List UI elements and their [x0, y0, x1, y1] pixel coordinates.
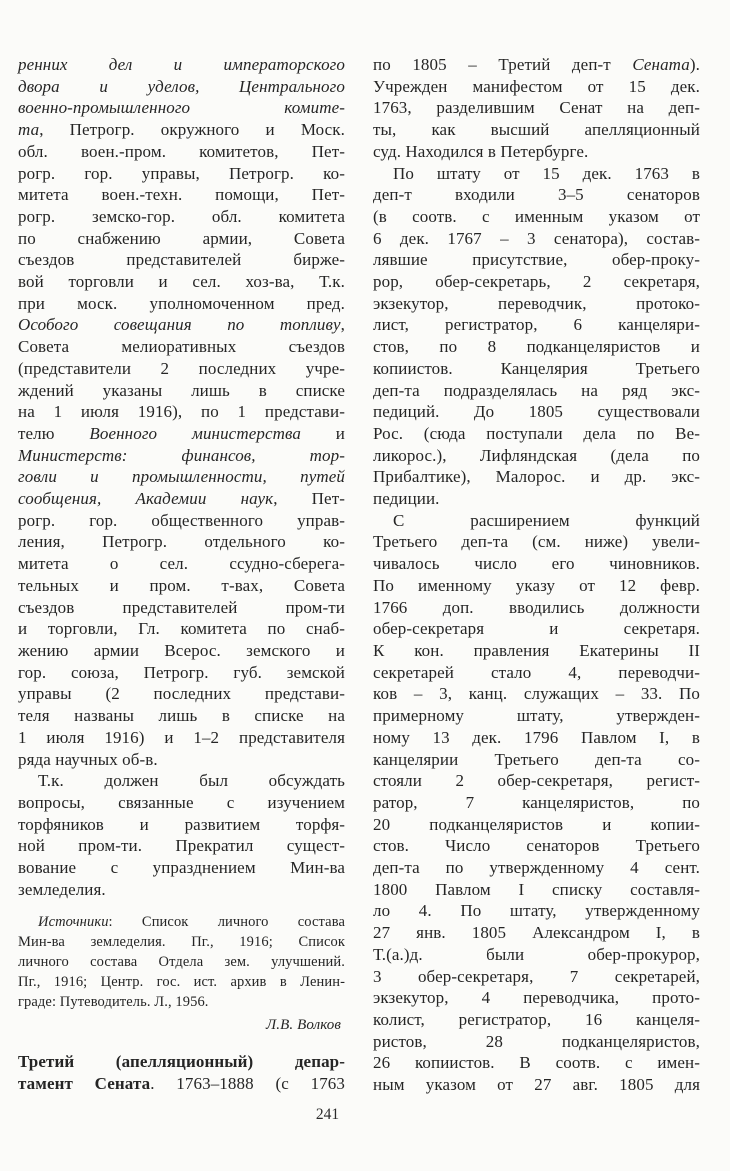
text-line — [18, 575, 345, 597]
text-segment: педиций. До 1805 существовали — [373, 402, 700, 422]
text-segment: по 1805 – Третий деп-т — [373, 55, 633, 74]
text-line — [373, 380, 700, 402]
text-segment: ты, как высший апелляционный — [373, 120, 700, 140]
text-segment: рогр. гор. общественного управ- — [18, 510, 345, 530]
text-line — [18, 488, 345, 510]
text-segment: рор, обер-секретарь, 2 секретаря, — [373, 272, 700, 292]
text-segment: ратор, 7 канцеляристов, по — [373, 792, 700, 812]
paragraph — [18, 54, 345, 770]
text-line — [373, 987, 700, 1009]
text-line — [373, 770, 700, 792]
text-segment: ной пром-ти. Прекратил сущест- — [18, 836, 345, 856]
text-segment: и — [300, 423, 345, 443]
text-segment: сообщения, Академии наук — [18, 489, 274, 509]
text-line — [373, 640, 700, 662]
text-line — [373, 510, 700, 532]
text-line — [373, 814, 700, 836]
text-segment: съездов представителей бирже- — [18, 250, 345, 270]
text-segment: 3 обер-секретаря, 7 секретарей, — [373, 966, 700, 986]
text-segment: копиистов. Канцелярия Третьего — [373, 358, 700, 378]
text-line — [18, 423, 345, 445]
text-segment: ристов, 28 подканцеляристов, — [373, 1031, 700, 1051]
text-segment: ликорос.), Лифляндская (дела по — [373, 445, 700, 465]
text-line — [18, 314, 345, 336]
text-line — [18, 553, 345, 575]
text-line — [18, 770, 345, 792]
text-segment: По именному указу от 12 февр. — [373, 575, 700, 595]
text-line — [373, 705, 700, 727]
text-line — [18, 913, 345, 933]
text-line — [18, 879, 345, 901]
text-segment: граде: Путеводитель. Л., 1956. — [18, 993, 209, 1010]
text-segment: гор. союза, Петрогр. губ. земской — [18, 662, 345, 682]
right-column — [373, 54, 700, 1096]
text-segment: По штату от 15 дек. 1763 в — [393, 163, 700, 183]
text-line — [373, 966, 700, 988]
text-segment: обл. воен.-пром. комитетов, Пет- — [18, 141, 345, 161]
text-line — [373, 922, 700, 944]
text-line — [373, 1009, 700, 1031]
text-segment: на 1 июля 1916), по 1 представи- — [18, 402, 345, 422]
text-line — [18, 228, 345, 250]
text-segment: ным указом от 27 авг. 1805 для — [373, 1075, 700, 1095]
text-segment: стояли 2 обер-секретаря, регист- — [373, 771, 700, 791]
text-segment: 1766 доп. вводились должности — [373, 597, 700, 617]
text-segment: . 1763–1888 (с 1763 — [150, 1074, 345, 1094]
text-line — [373, 553, 700, 575]
text-segment: телю — [18, 423, 90, 443]
text-segment: Мин-ва земледелия. Пг., 1916; Список — [18, 934, 345, 951]
text-segment: ряда научных об-в. — [18, 749, 158, 769]
entry-heading — [18, 1051, 345, 1095]
text-line — [373, 358, 700, 380]
text-line — [18, 792, 345, 814]
text-segment: жению армии Всерос. земского и — [18, 640, 345, 660]
text-segment: , Петрогр. окружного и Моск. — [39, 120, 345, 140]
text-line — [18, 683, 345, 705]
text-segment: ков – 3, канц. служащих – 33. По — [373, 684, 700, 704]
text-line — [18, 1073, 345, 1095]
text-segment: обер-секретаря и секретаря. — [373, 619, 700, 639]
text-line — [373, 293, 700, 315]
text-line — [373, 314, 700, 336]
text-line — [373, 271, 700, 293]
text-segment: тельных и пром. т-вах, Совета — [18, 575, 345, 595]
text-line — [373, 857, 700, 879]
text-line — [18, 119, 345, 141]
text-line — [373, 54, 700, 76]
text-line — [18, 401, 345, 423]
text-line — [18, 380, 345, 402]
text-segment: Источники — [38, 914, 109, 931]
text-segment: Учрежден манифестом от 15 дек. — [373, 76, 700, 96]
paragraph — [373, 163, 700, 510]
text-segment: тамент Сената — [18, 1074, 151, 1094]
text-line — [18, 510, 345, 532]
text-line — [18, 727, 345, 749]
text-segment: Т.к. должен был обсуждать — [38, 771, 345, 791]
text-segment: деп-т входили 3–5 сенаторов — [373, 185, 700, 205]
text-segment: деп-та подразделялась на ряд экс- — [373, 380, 700, 400]
paragraph — [18, 770, 345, 900]
text-segment: 1800 Павлом I списку составля- — [373, 879, 700, 899]
text-segment: митета воен.-техн. помощи, Пет- — [18, 185, 345, 205]
text-line — [18, 97, 345, 119]
text-segment: рогр. гор. управы, Петрогр. ко- — [18, 163, 345, 183]
text-line — [373, 1074, 700, 1096]
text-segment: (в соотв. с именным указом от — [373, 206, 700, 226]
author-signature — [18, 1015, 345, 1035]
text-line — [18, 835, 345, 857]
text-segment: при моск. уполномоченном пред. — [18, 293, 345, 313]
text-segment: педиции. — [373, 489, 440, 509]
text-segment: и торговли, Гл. комитета по снаб- — [18, 619, 345, 639]
text-line — [373, 597, 700, 619]
text-segment: примерному штату, утвержден- — [373, 706, 700, 726]
text-segment: двора и уделов, Центрального — [18, 76, 345, 96]
text-segment: управы (2 последних представи- — [18, 684, 345, 704]
text-line — [373, 727, 700, 749]
text-line — [373, 1052, 700, 1074]
text-segment: лявшие присутствие, обер-проку- — [373, 250, 700, 270]
text-line — [373, 749, 700, 771]
text-line — [18, 1051, 345, 1073]
text-line — [18, 705, 345, 727]
text-line — [18, 184, 345, 206]
page-columns — [18, 54, 700, 1096]
sources-paragraph — [18, 913, 345, 1012]
text-segment: стов. Число сенаторов Третьего — [373, 836, 700, 856]
text-segment: ). — [689, 55, 700, 74]
text-line — [373, 249, 700, 271]
text-segment: 1 июля 1916) и 1–2 представителя — [18, 727, 345, 747]
text-line — [373, 206, 700, 228]
left-column — [18, 54, 345, 1096]
text-line — [18, 857, 345, 879]
text-line — [18, 163, 345, 185]
text-line — [18, 445, 345, 467]
text-segment: говли и промышленности, путей — [18, 467, 345, 487]
text-segment: Рос. (сюда поступали дела по Ве- — [373, 423, 700, 443]
text-line — [18, 933, 345, 953]
text-line — [373, 401, 700, 423]
text-line — [373, 423, 700, 445]
text-segment: Третий (апелляционный) депар- — [18, 1052, 345, 1072]
text-segment: Министерств: финансов, тор- — [18, 445, 345, 465]
text-line — [18, 953, 345, 973]
text-segment: канцелярии Третьего деп-та со- — [373, 749, 700, 769]
text-segment: (представители 2 последних учре- — [18, 358, 345, 378]
text-segment: стов, по 8 подканцеляристов и — [373, 337, 700, 357]
text-line — [373, 336, 700, 358]
text-line — [18, 141, 345, 163]
text-segment: деп-та по утвержденному 4 сент. — [373, 858, 700, 878]
text-line — [18, 597, 345, 619]
text-segment: суд. Находился в Петербурге. — [373, 141, 589, 161]
text-line — [373, 618, 700, 640]
text-segment: митета о сел. ссудно-сберега- — [18, 554, 345, 574]
page-number: 241 — [315, 1106, 340, 1123]
text-segment: ждений указаны лишь в списке — [18, 380, 345, 400]
text-line — [373, 466, 700, 488]
text-segment: вование с упразднением Мин-ва — [18, 858, 345, 878]
text-line — [373, 683, 700, 705]
text-line — [373, 662, 700, 684]
text-segment: торфяников и развитием торфя- — [18, 814, 345, 834]
text-line — [373, 184, 700, 206]
text-segment: ления, Петрогр. отдельного ко- — [18, 532, 345, 552]
text-line — [373, 575, 700, 597]
text-line — [373, 879, 700, 901]
text-segment: Военного министерства — [89, 423, 301, 443]
text-segment: чивалось число его чиновников. — [373, 554, 700, 574]
text-line — [18, 466, 345, 488]
text-line — [18, 993, 345, 1013]
paragraph — [373, 54, 700, 163]
text-line — [18, 1015, 341, 1035]
text-segment: 27 янв. 1805 Александром I, в — [373, 923, 700, 943]
text-segment: земледелия. — [18, 879, 106, 899]
text-segment: секретарей стало 4, переводчи- — [373, 662, 700, 682]
text-segment: Совета мелиоративных съездов — [18, 337, 345, 357]
text-segment: ло 4. По штату, утвержденному — [373, 901, 700, 921]
text-segment: съездов представителей пром-ти — [18, 597, 345, 617]
text-segment: теля названы лишь в списке на — [18, 706, 345, 726]
text-line — [373, 900, 700, 922]
text-line — [373, 944, 700, 966]
text-segment: ному 13 дек. 1796 Павлом I, в — [373, 727, 700, 747]
text-segment: личного состава Отдела зем. улучшений. — [18, 954, 345, 971]
text-segment: Прибалтике), Малорос. и др. экс- — [373, 467, 700, 487]
text-line — [18, 618, 345, 640]
text-line — [373, 792, 700, 814]
text-line — [373, 488, 700, 510]
text-segment: Л.В. Волков — [266, 1017, 341, 1034]
text-segment: , Пет- — [273, 489, 345, 509]
text-line — [18, 54, 345, 76]
text-segment: та — [18, 120, 40, 140]
text-segment: экзекутор, переводчик, протоко- — [373, 293, 700, 313]
text-line — [18, 249, 345, 271]
text-line — [18, 336, 345, 358]
text-line — [373, 835, 700, 857]
text-segment: С расширением функций — [393, 510, 700, 530]
text-line — [18, 293, 345, 315]
text-segment: ренних дел и императорского — [18, 55, 345, 74]
text-segment: , — [340, 315, 345, 335]
text-segment: по снабжению армии, Совета — [18, 228, 345, 248]
text-line — [373, 228, 700, 250]
text-segment: Т.(а.)д. были обер-прокурор, — [373, 944, 700, 964]
text-line — [18, 76, 345, 98]
text-segment: : Список личного состава — [108, 914, 345, 931]
text-segment: военно-промышленного комите- — [18, 98, 345, 118]
text-line — [373, 1031, 700, 1053]
text-line — [373, 531, 700, 553]
text-segment: К кон. правления Екатерины II — [373, 640, 700, 660]
text-line — [373, 119, 700, 141]
text-segment: 20 подканцеляристов и копии- — [373, 814, 700, 834]
text-line — [373, 97, 700, 119]
paragraph — [373, 510, 700, 1096]
text-line — [18, 814, 345, 836]
text-line — [18, 531, 345, 553]
text-segment: Особого совещания по топливу — [18, 315, 341, 335]
text-segment: экзекутор, 4 переводчика, прото- — [373, 988, 700, 1008]
text-segment: вой торговли и сел. хоз-ва, Т.к. — [18, 272, 345, 292]
text-segment: 1763, разделившим Сенат на деп- — [373, 98, 700, 118]
text-line — [18, 640, 345, 662]
text-segment: лист, регистратор, 6 канцеляри- — [373, 315, 700, 335]
text-segment: Пг., 1916; Центр. гос. ист. архив в Ленин- — [18, 973, 345, 990]
text-line — [18, 358, 345, 380]
text-line — [373, 163, 700, 185]
text-segment: 6 дек. 1767 – 3 сенатора), состав- — [373, 228, 700, 248]
text-line — [18, 271, 345, 293]
text-line — [373, 76, 700, 98]
text-line — [18, 206, 345, 228]
text-segment: 26 копиистов. В соотв. с имен- — [373, 1053, 700, 1073]
text-line — [18, 749, 345, 771]
text-segment: рогр. земско-гор. обл. комитета — [18, 206, 345, 226]
text-line — [373, 141, 700, 163]
text-segment: вопросы, связанные с изучением — [18, 792, 345, 812]
text-segment: Сената — [632, 55, 690, 74]
text-line — [18, 662, 345, 684]
text-segment: колист, регистратор, 16 канцеля- — [373, 1009, 700, 1029]
text-line — [18, 973, 345, 993]
text-line — [373, 445, 700, 467]
text-segment: Третьего деп-та (см. ниже) увели- — [373, 532, 700, 552]
